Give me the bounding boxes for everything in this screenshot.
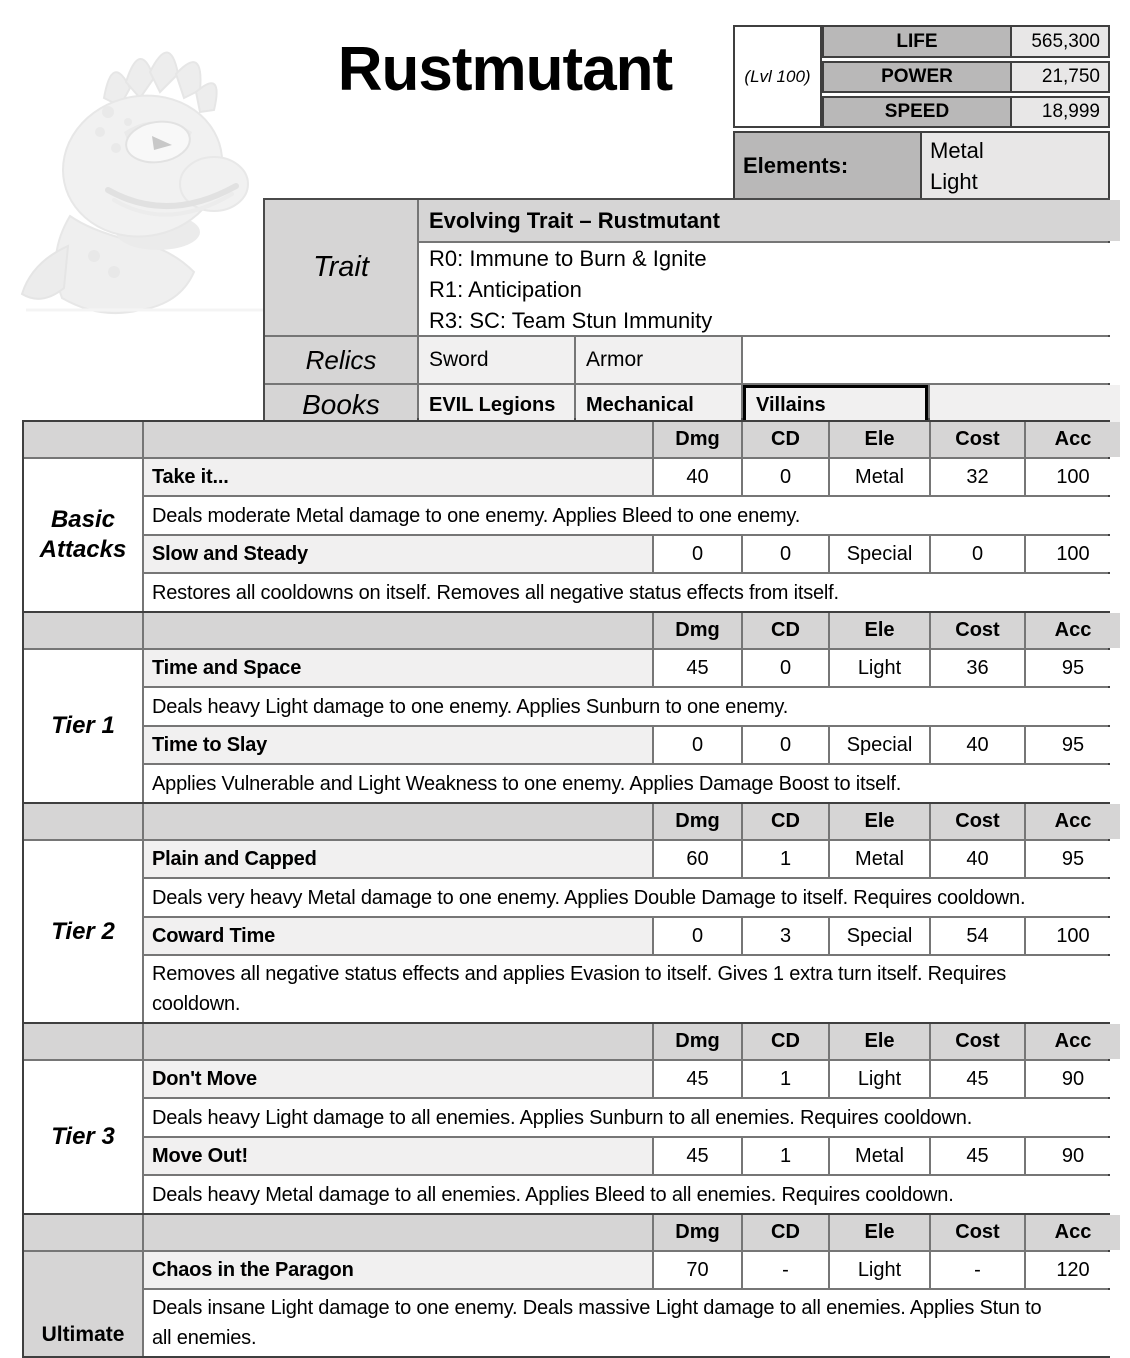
header-spacer-tier: [24, 613, 142, 648]
attack-dmg: 0: [654, 536, 741, 572]
tier-label-tier-2: Tier 2: [24, 841, 142, 1022]
header-spacer-tier: [24, 1024, 142, 1059]
attack-description: Deals heavy Light damage to all enemies. Applies Sunburn to all enemies. Requires cooldown.: [144, 1099, 1120, 1136]
column-header-ele: Ele: [830, 1024, 929, 1059]
column-header-dmg: Dmg: [654, 422, 741, 457]
stats-table: [822, 25, 1110, 131]
attack-name: Slow and Steady: [144, 536, 652, 572]
attack-acc: 95: [1026, 727, 1120, 763]
attack-acc: 100: [1026, 459, 1120, 495]
attack-cd: 0: [743, 727, 828, 763]
attack-ele: Metal: [830, 1138, 929, 1174]
speed-value: 18,999: [1010, 96, 1110, 128]
stat-row-speed: [822, 96, 1110, 128]
attack-name: Time and Space: [144, 650, 652, 686]
attack-name: Don't Move: [144, 1061, 652, 1097]
attack-cd: 0: [743, 536, 828, 572]
column-header-acc: Acc: [1026, 804, 1120, 839]
column-header-cost: Cost: [931, 1215, 1024, 1250]
column-header-cost: Cost: [931, 1024, 1024, 1059]
attack-ele: Special: [830, 727, 929, 763]
header-spacer-tier: [24, 804, 142, 839]
page-title: Rustmutant: [337, 35, 673, 104]
attack-ele: Special: [830, 918, 929, 954]
column-header-cost: Cost: [931, 422, 1024, 457]
power-label: POWER: [822, 61, 1010, 93]
attack-cd: 1: [743, 1061, 828, 1097]
attack-acc: 95: [1026, 650, 1120, 686]
attack-description: Deals heavy Metal damage to all enemies. Applies Bleed to all enemies. Requires cooldown.: [144, 1176, 1120, 1213]
life-label: LIFE: [822, 25, 1010, 58]
header-spacer-tier: [24, 422, 142, 457]
attack-cd: 0: [743, 459, 828, 495]
attack-acc: 100: [1026, 536, 1120, 572]
attack-description: Removes all negative status effects and applies Evasion to itself. Gives 1 extra turn itself. Requires cooldown.: [144, 956, 1120, 1022]
attack-dmg: 0: [654, 727, 741, 763]
skill-section-tier-3: [22, 1022, 1110, 1215]
level-note: (Lvl 100): [733, 25, 822, 128]
books-row-label: Books: [265, 385, 417, 425]
column-header-cost: Cost: [931, 613, 1024, 648]
speed-label: SPEED: [822, 96, 1010, 128]
attack-cost: -: [931, 1252, 1024, 1288]
trait-header: Evolving Trait – Rustmutant: [419, 200, 1120, 241]
column-header-dmg: Dmg: [654, 613, 741, 648]
trait-rank-0: R0: Immune to Burn & Ignite: [429, 245, 707, 271]
column-header-ele: Ele: [830, 804, 929, 839]
attack-ele: Special: [830, 536, 929, 572]
trait-rank-1: R1: Anticipation: [429, 276, 582, 302]
header-spacer-tier: [24, 1215, 142, 1250]
attack-description: Deals insane Light damage to one enemy. Deals massive Light damage to all enemies. Applies Stun to all enemies.: [144, 1290, 1120, 1356]
column-header-cd: CD: [743, 613, 828, 648]
attack-cost: 40: [931, 727, 1024, 763]
book-villains: Villains: [743, 385, 928, 425]
column-header-cd: CD: [743, 804, 828, 839]
attack-cost: 32: [931, 459, 1024, 495]
attack-dmg: 40: [654, 459, 741, 495]
elements-label: Elements:: [733, 131, 920, 200]
tier-label-ultimate: Ultimate: [24, 1252, 142, 1356]
attack-ele: Metal: [830, 459, 929, 495]
column-header-cd: CD: [743, 1024, 828, 1059]
column-header-ele: Ele: [830, 1215, 929, 1250]
attack-dmg: 45: [654, 1138, 741, 1174]
attack-acc: 90: [1026, 1061, 1120, 1097]
trait-table: [263, 198, 1110, 420]
attack-cd: 0: [743, 650, 828, 686]
book-evil-legions: EVIL Legions: [419, 385, 574, 425]
header-spacer-name: [144, 1215, 652, 1250]
attack-description: Deals heavy Light damage to one enemy. Applies Sunburn to one enemy.: [144, 688, 1120, 725]
attack-dmg: 70: [654, 1252, 741, 1288]
trait-ranks: [419, 243, 1120, 335]
column-header-dmg: Dmg: [654, 804, 741, 839]
attack-cost: 45: [931, 1138, 1024, 1174]
column-header-cd: CD: [743, 422, 828, 457]
trait-row-label: Trait: [265, 200, 417, 335]
skill-section-tier-1: [22, 611, 1110, 804]
tier-label-basic-attacks: Basic Attacks: [24, 459, 142, 611]
attack-cd: 3: [743, 918, 828, 954]
attack-description: Deals very heavy Metal damage to one enemy. Applies Double Damage to itself. Requires cooldown.: [144, 879, 1120, 916]
column-header-acc: Acc: [1026, 1024, 1120, 1059]
attack-name: Time to Slay: [144, 727, 652, 763]
attack-acc: 90: [1026, 1138, 1120, 1174]
elements-row: [733, 131, 1110, 200]
tier-label-tier-1: Tier 1: [24, 650, 142, 802]
attack-cost: 40: [931, 841, 1024, 877]
column-header-acc: Acc: [1026, 422, 1120, 457]
attack-dmg: 0: [654, 918, 741, 954]
attack-description: Applies Vulnerable and Light Weakness to one enemy. Applies Damage Boost to itself.: [144, 765, 1120, 802]
stat-row-power: [822, 61, 1110, 93]
attack-cd: 1: [743, 841, 828, 877]
header-spacer-name: [144, 422, 652, 457]
attack-acc: 100: [1026, 918, 1120, 954]
attack-name: Coward Time: [144, 918, 652, 954]
attack-ele: Light: [830, 650, 929, 686]
column-header-ele: Ele: [830, 422, 929, 457]
column-header-dmg: Dmg: [654, 1024, 741, 1059]
power-value: 21,750: [1010, 61, 1110, 93]
attack-name: Move Out!: [144, 1138, 652, 1174]
attack-cost: 0: [931, 536, 1024, 572]
header-spacer-name: [144, 804, 652, 839]
tier-label-tier-3: Tier 3: [24, 1061, 142, 1213]
column-header-dmg: Dmg: [654, 1215, 741, 1250]
relics-row-label: Relics: [265, 337, 417, 383]
skill-section-tier-2: [22, 802, 1110, 1024]
attack-dmg: 45: [654, 650, 741, 686]
attack-name: Chaos in the Paragon: [144, 1252, 652, 1288]
attack-cd: 1: [743, 1138, 828, 1174]
header-spacer-name: [144, 613, 652, 648]
trait-rank-2: R3: SC: Team Stun Immunity: [429, 307, 713, 333]
header-spacer-name: [144, 1024, 652, 1059]
element-light: Light: [930, 168, 978, 194]
column-header-acc: Acc: [1026, 613, 1120, 648]
attack-ele: Light: [830, 1252, 929, 1288]
book-mechanical: Mechanical: [576, 385, 741, 425]
attack-name: Plain and Capped: [144, 841, 652, 877]
element-metal: Metal: [930, 137, 984, 163]
attack-description: Restores all cooldowns on itself. Removes all negative status effects from itself.: [144, 574, 1120, 611]
column-header-acc: Acc: [1026, 1215, 1120, 1250]
skill-section-basic-attacks: [22, 420, 1110, 613]
relics-empty-cell: [743, 337, 1120, 383]
life-value: 565,300: [1010, 25, 1110, 58]
attack-ele: Metal: [830, 841, 929, 877]
column-header-cd: CD: [743, 1215, 828, 1250]
column-header-ele: Ele: [830, 613, 929, 648]
attack-name: Take it...: [144, 459, 652, 495]
monster-artwork: [8, 18, 298, 318]
relic-slot-sword: Sword: [419, 337, 574, 383]
attack-dmg: 45: [654, 1061, 741, 1097]
attack-description: Deals moderate Metal damage to one enemy. Applies Bleed to one enemy.: [144, 497, 1120, 534]
attack-cost: 45: [931, 1061, 1024, 1097]
elements-value: [920, 131, 1110, 200]
skill-section-ultimate: [22, 1213, 1110, 1358]
column-header-cost: Cost: [931, 804, 1024, 839]
attack-dmg: 60: [654, 841, 741, 877]
attack-acc: 95: [1026, 841, 1120, 877]
skill-table: [22, 420, 1110, 1358]
rustmutant-monster-icon: [8, 18, 298, 318]
attack-cd: -: [743, 1252, 828, 1288]
attack-cost: 54: [931, 918, 1024, 954]
attack-cost: 36: [931, 650, 1024, 686]
relic-slot-armor: Armor: [576, 337, 741, 383]
stat-row-life: [822, 25, 1110, 58]
books-empty-cell: [930, 385, 1120, 425]
attack-ele: Light: [830, 1061, 929, 1097]
attack-acc: 120: [1026, 1252, 1120, 1288]
